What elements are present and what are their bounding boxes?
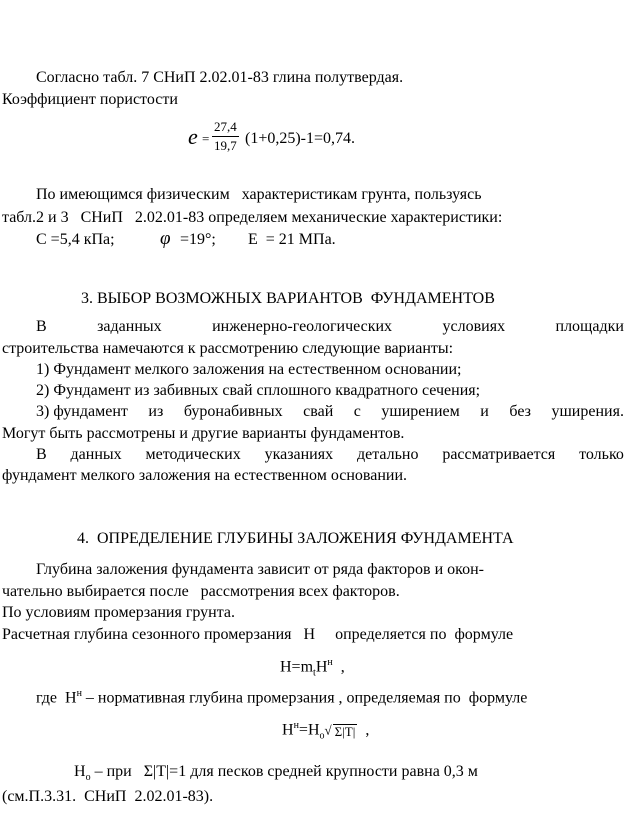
word: свай — [303, 403, 334, 420]
formula-sup: н — [293, 720, 299, 731]
word: детально — [356, 446, 419, 463]
text-line: По имеющимся физическим характеристикам грунта, пользуясь — [36, 186, 482, 203]
word: буронабивных — [183, 403, 283, 420]
sqrt-sign: √ — [324, 722, 332, 738]
sqrt-content: Σ|T| — [334, 724, 356, 740]
text-part: – при Σ|T|=1 для песков средней крупности равна 0,3 м — [90, 763, 478, 780]
text-line: табл.2 и 3 СНиП 2.02.01-83 определяем механические характеристики: — [2, 209, 503, 226]
list-item: 1) Фундамент мелкого заложения на естественном основании; — [36, 361, 462, 378]
justified-line — [36, 319, 624, 335]
text-line: чательно выбирается после рассмотрения всех факторов. — [2, 583, 400, 600]
section-heading: 4. ОПРЕДЕЛЕНИЕ ГЛУБИНЫ ЗАЛОЖЕНИЯ ФУНДАМЕНТА — [77, 530, 514, 547]
word: только — [579, 446, 624, 463]
section-heading: 3. ВЫБОР ВОЗМОЖНЫХ ВАРИАНТОВ ФУНДАМЕНТОВ — [81, 290, 495, 307]
word: заданных — [97, 318, 162, 335]
formula-sub: t — [313, 667, 316, 679]
text-line: Могут быть рассмотрены и другие варианты фундаментов. — [2, 425, 405, 442]
word: 3) фундамент — [36, 403, 128, 420]
word: В — [36, 318, 47, 335]
word: методических — [145, 446, 241, 463]
mech-c: С =5,4 кПа; — [36, 231, 115, 248]
text-line: Расчетная глубина сезонного промерзания Н определяется по формуле — [2, 626, 514, 643]
text-line-ho — [74, 764, 478, 783]
formula-part: , — [357, 721, 370, 739]
formula-sup: н — [327, 657, 333, 668]
formula-normative-depth — [282, 721, 369, 742]
fraction-denominator: 19,7 — [214, 138, 237, 153]
text-line: Согласно табл. 7 СНиП 2.02.01-83 глина полутвердая. — [36, 69, 404, 86]
formula-frost-depth — [280, 658, 345, 679]
word: и — [480, 403, 489, 420]
word: из — [148, 403, 164, 420]
text-line: Глубина заложения фундамента зависит от ряда факторов и окон- — [36, 561, 484, 578]
text-part: – нормативная глубина промерзания , определяемая по формуле — [81, 689, 528, 707]
formula-part: , — [332, 658, 345, 676]
word: инженерно-геологических — [212, 318, 393, 335]
word: рассматривается — [442, 446, 556, 463]
formula-symbol: e — [188, 124, 198, 149]
text-line: По условиям промерзания грунта. — [2, 604, 236, 621]
word: уширением — [381, 403, 460, 420]
text-line: фундамент мелкого заложения на естественном основании. — [2, 467, 408, 484]
mech-phi: =19°; — [180, 231, 216, 248]
formula-fraction — [212, 119, 239, 154]
word: условиях — [442, 318, 506, 335]
text-line: Коэффициент пористости — [2, 91, 178, 108]
formula-part: где Н — [36, 689, 77, 707]
justified-line — [36, 447, 624, 463]
word: площадки — [555, 318, 624, 335]
formula-sup: н — [76, 688, 82, 699]
justified-line — [36, 404, 624, 420]
text-line: строительства намечаются к рассмотрению следующие варианты: — [2, 340, 454, 357]
formula-part: Н — [315, 658, 328, 676]
formula-sub: о — [319, 730, 325, 742]
formula-sub: о — [85, 772, 91, 784]
text-line: (см.П.3.31. СНиП 2.02.01-83). — [2, 788, 214, 805]
word: без — [509, 403, 531, 420]
word: указаниях — [264, 446, 334, 463]
formula-part: Н — [74, 763, 86, 780]
phi-symbol: φ — [160, 228, 171, 249]
mech-e: Е = 21 МПа. — [248, 231, 336, 248]
formula-eq: = — [202, 131, 210, 146]
formula-rest: (1+0,25)-1=0,74. — [245, 130, 356, 147]
formula-part: Н — [282, 721, 294, 739]
word: уширения. — [551, 403, 624, 420]
word: данных — [70, 446, 122, 463]
word: с — [353, 403, 361, 420]
formula-part: Н=m — [280, 658, 314, 676]
formula-part: =Н — [298, 721, 320, 739]
text-line-where — [36, 689, 527, 706]
word: В — [36, 446, 47, 463]
fraction-numerator: 27,4 — [212, 119, 239, 137]
list-item: 2) Фундамент из забивных свай сплошного квадратного сечения; — [36, 382, 481, 399]
